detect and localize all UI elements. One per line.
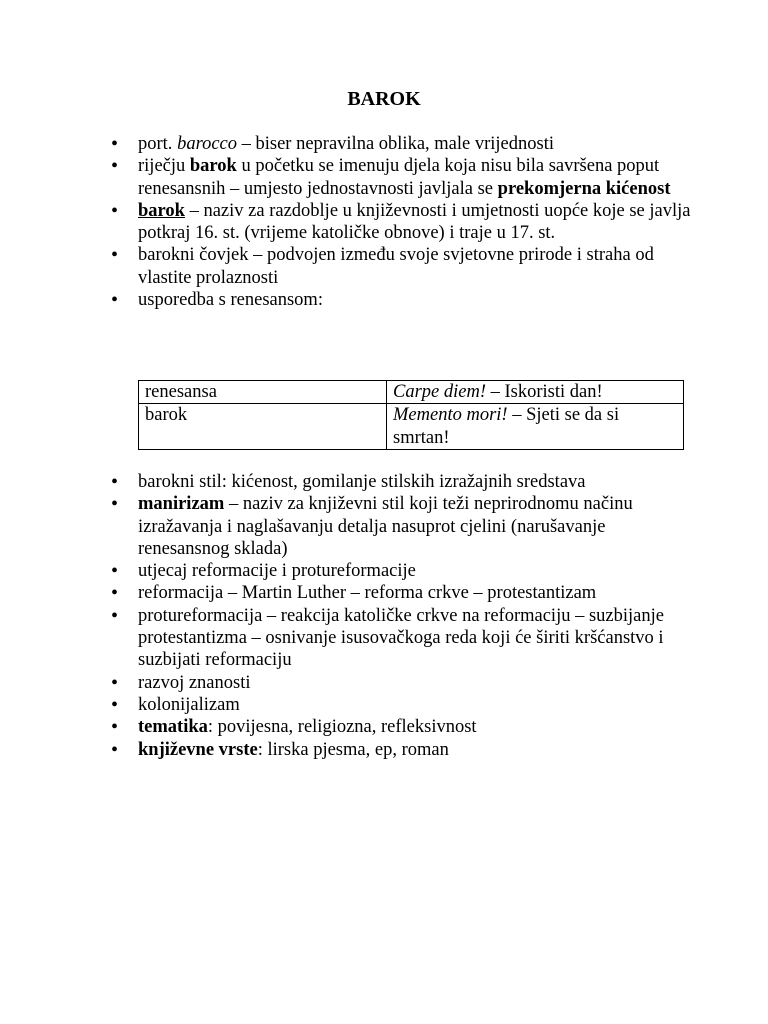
list-item — [111, 672, 691, 694]
list-item — [111, 694, 691, 716]
motto-latin: Memento mori! — [393, 405, 508, 426]
list-item — [111, 560, 691, 582]
list-item-text: – naziv za razdoblje u književnosti i umjetnosti uopće koje se javlja potkraj 16. st. (vrijeme katoličke obnove) i traje u 17. st. — [138, 200, 691, 244]
emphasis-term: barok — [189, 156, 237, 177]
table-row — [139, 381, 684, 404]
list-item-text: – naziv za književni stil koji teži neprirodnomu načinu izražavanja i naglašavanju detalja nasuprot cjelini (narušavanje renesansnog sklada) — [138, 494, 633, 559]
italic-term: barocco — [177, 134, 237, 154]
list-item-text: protureformacija – reakcija katoličke crkve na reformaciju – suzbijanje protestantizma – osnivanje isusovačkoga reda koji će širiti kršćanstvo i suzbijati reformaciju — [138, 605, 664, 671]
table-cell-motto — [387, 381, 684, 404]
list-item-text: : povijesna, religiozna, refleksivnost — [207, 717, 477, 738]
motto-translation: – Iskoristi dan! — [486, 382, 603, 402]
list-item-text: razvoj znanosti — [138, 672, 251, 693]
list-item — [111, 244, 691, 289]
list-item — [111, 200, 691, 245]
list-item-text: barokni čovjek – podvojen između svoje svjetovne prirode i straha od vlastite prolaznosti — [138, 245, 654, 288]
list-item-text: barokni stil: kićenost, gomilanje stilskih izražajnih sredstava — [138, 472, 586, 492]
emphasis-term: književne vrste — [138, 739, 258, 760]
bullet-list-intro — [111, 133, 691, 311]
page-title: BAROK — [347, 88, 421, 110]
list-item — [111, 133, 691, 155]
list-item-text: : lirska pjesma, ep, roman — [257, 739, 449, 760]
emphasis-term: prekomjerna kićenost — [497, 178, 671, 199]
list-item-text: u početku se imenuju djela koja nisu bila savršena poput renesansnih – umjesto jednostavnosti javljala se — [138, 156, 660, 199]
list-item-text: riječju — [138, 156, 190, 177]
list-item-text: reformacija – Martin Luther – reforma crkve – protestantizam — [138, 583, 597, 604]
bullet-list-details — [111, 471, 691, 761]
list-item — [111, 289, 691, 311]
list-item — [111, 155, 691, 200]
motto-translation: – Sjeti se da si smrtan! — [393, 405, 620, 448]
emphasis-term: barok — [138, 200, 185, 221]
list-item — [111, 716, 691, 738]
table-cell-motto — [387, 404, 684, 450]
comparison-table — [138, 380, 684, 450]
table-cell-period: barok — [139, 404, 387, 450]
list-item-text: – biser nepravilna oblika, male vrijednosti — [237, 134, 554, 154]
list-item — [111, 493, 691, 560]
emphasis-term: manirizam — [138, 494, 225, 515]
motto-latin: Carpe diem! — [393, 382, 486, 402]
list-item-text: usporedba s renesansom: — [138, 290, 323, 311]
list-item — [111, 582, 691, 604]
list-item — [111, 471, 691, 493]
list-item-text: kolonijalizam — [138, 694, 240, 715]
emphasis-term: tematika — [138, 717, 208, 738]
list-item-text: utjecaj reformacije i protureformacije — [138, 561, 416, 582]
list-item — [111, 605, 691, 672]
table-cell-period: renesansa — [139, 381, 387, 404]
table-row — [139, 404, 684, 450]
list-item — [111, 739, 691, 761]
list-item-text: port. — [138, 134, 178, 154]
